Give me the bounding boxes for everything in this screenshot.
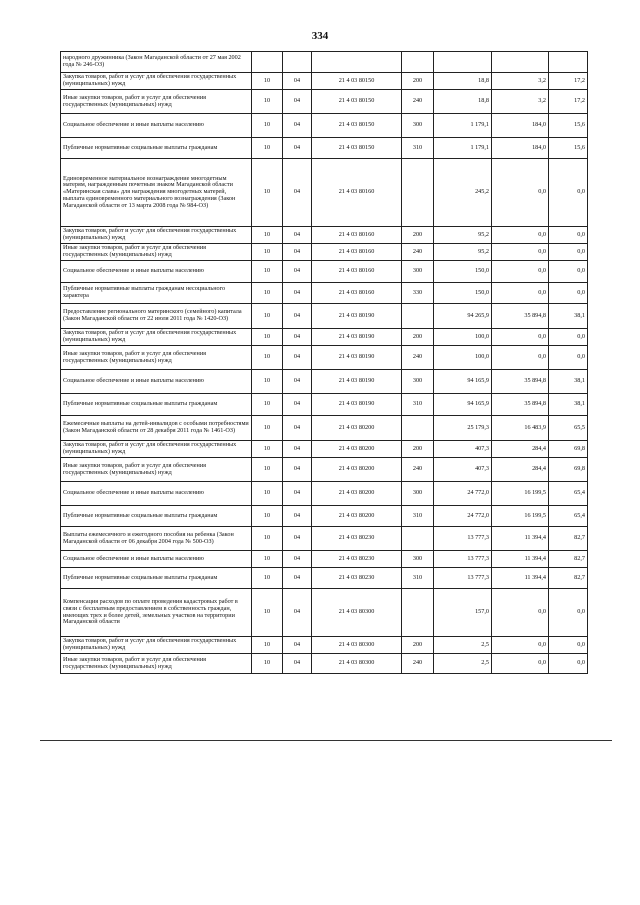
approved-amount: 94 265,9	[434, 304, 492, 329]
expense-type-code	[402, 304, 434, 329]
target-article-code: 21 4 03 80200	[312, 416, 402, 441]
executed-amount: 35 894,8	[492, 370, 549, 394]
subsection-code: 04	[283, 506, 312, 527]
subsection-code: 04	[283, 159, 312, 227]
execution-percent: 0,0	[549, 346, 588, 370]
executed-amount: 35 894,8	[492, 394, 549, 416]
budget-item-name: Закупка товаров, работ и услуг для обеспечения государственных (муниципальных) нужд	[61, 441, 252, 458]
executed-amount: 0,0	[492, 283, 549, 304]
approved-amount: 407,3	[434, 458, 492, 482]
expense-type-code: 300	[402, 370, 434, 394]
approved-amount: 95,2	[434, 244, 492, 261]
table-row	[61, 329, 588, 346]
expense-type-code: 240	[402, 244, 434, 261]
executed-amount: 11 394,4	[492, 527, 549, 551]
target-article-code: 21 4 03 80160	[312, 261, 402, 283]
expense-type-code: 310	[402, 138, 434, 159]
section-code: 10	[252, 394, 283, 416]
section-code: 10	[252, 114, 283, 138]
execution-percent: 0,0	[549, 159, 588, 227]
subsection-code: 04	[283, 329, 312, 346]
subsection-code: 04	[283, 589, 312, 637]
budget-item-name: Социальное обеспечение и иные выплаты населению	[61, 370, 252, 394]
table-row	[61, 589, 588, 637]
subsection-code: 04	[283, 458, 312, 482]
execution-percent: 15,6	[549, 114, 588, 138]
execution-percent: 0,0	[549, 283, 588, 304]
target-article-code: 21 4 03 80300	[312, 589, 402, 637]
table-row	[61, 458, 588, 482]
executed-amount: 0,0	[492, 227, 549, 244]
target-article-code: 21 4 03 80160	[312, 227, 402, 244]
expense-type-code	[402, 159, 434, 227]
executed-amount	[492, 52, 549, 73]
executed-amount: 16 199,5	[492, 506, 549, 527]
section-code: 10	[252, 370, 283, 394]
execution-percent: 17,2	[549, 73, 588, 90]
execution-percent: 0,0	[549, 227, 588, 244]
budget-table	[60, 51, 588, 674]
subsection-code: 04	[283, 244, 312, 261]
table-row	[61, 568, 588, 589]
expense-type-code: 200	[402, 441, 434, 458]
execution-percent: 0,0	[549, 244, 588, 261]
expense-type-code	[402, 589, 434, 637]
target-article-code: 21 4 03 80200	[312, 506, 402, 527]
execution-percent: 82,7	[549, 568, 588, 589]
section-code: 10	[252, 90, 283, 114]
execution-percent: 82,7	[549, 527, 588, 551]
expense-type-code: 200	[402, 637, 434, 654]
execution-percent: 65,4	[549, 482, 588, 506]
subsection-code: 04	[283, 551, 312, 568]
expense-type-code: 310	[402, 506, 434, 527]
budget-item-name: Иные закупки товаров, работ и услуг для обеспечения государственных (муниципальных) нужд	[61, 90, 252, 114]
target-article-code: 21 4 03 80230	[312, 568, 402, 589]
executed-amount: 284,4	[492, 441, 549, 458]
subsection-code: 04	[283, 394, 312, 416]
approved-amount: 24 772,0	[434, 506, 492, 527]
budget-item-name: Компенсация расходов по оплате проведения кадастровых работ в связи с бесплатным предоставлением в собственность граждан, имеющих трех и более детей, земельных участков на территории Магаданской области	[61, 589, 252, 637]
table-row	[61, 441, 588, 458]
executed-amount: 35 894,8	[492, 304, 549, 329]
expense-type-code: 310	[402, 568, 434, 589]
subsection-code	[283, 52, 312, 73]
execution-percent	[549, 52, 588, 73]
budget-item-name: Закупка товаров, работ и услуг для обеспечения государственных (муниципальных) нужд	[61, 227, 252, 244]
table-row	[61, 370, 588, 394]
section-code: 10	[252, 654, 283, 674]
budget-item-name: Ежемесячные выплаты на детей-инвалидов с особыми потребностями (Закон Магаданской области от 28 декабря 2011 года № 1461-ОЗ)	[61, 416, 252, 441]
approved-amount: 13 777,3	[434, 527, 492, 551]
section-code: 10	[252, 458, 283, 482]
approved-amount: 157,0	[434, 589, 492, 637]
target-article-code: 21 4 03 80300	[312, 654, 402, 674]
budget-item-name: Выплаты ежемесячного и ежегодного пособия на ребенка (Закон Магаданской области от 06 декабря 2004 года № 500-ОЗ)	[61, 527, 252, 551]
expense-type-code	[402, 527, 434, 551]
subsection-code: 04	[283, 568, 312, 589]
subsection-code: 04	[283, 90, 312, 114]
budget-item-name: Публичные нормативные социальные выплаты гражданам	[61, 138, 252, 159]
section-code: 10	[252, 482, 283, 506]
budget-item-name: Социальное обеспечение и иные выплаты населению	[61, 261, 252, 283]
table-row	[61, 637, 588, 654]
approved-amount: 2,5	[434, 637, 492, 654]
expense-type-code: 300	[402, 482, 434, 506]
section-code: 10	[252, 527, 283, 551]
approved-amount: 245,2	[434, 159, 492, 227]
table-row	[61, 138, 588, 159]
executed-amount: 0,0	[492, 261, 549, 283]
table-row	[61, 527, 588, 551]
executed-amount: 11 394,4	[492, 568, 549, 589]
budget-item-name: Иные закупки товаров, работ и услуг для обеспечения государственных (муниципальных) нужд	[61, 458, 252, 482]
section-code: 10	[252, 244, 283, 261]
budget-item-name: Социальное обеспечение и иные выплаты населению	[61, 114, 252, 138]
subsection-code: 04	[283, 261, 312, 283]
executed-amount: 3,2	[492, 73, 549, 90]
approved-amount: 100,0	[434, 346, 492, 370]
table-row	[61, 283, 588, 304]
budget-item-name: Публичные нормативные социальные выплаты гражданам	[61, 394, 252, 416]
table-row	[61, 261, 588, 283]
section-code: 10	[252, 329, 283, 346]
execution-percent: 65,4	[549, 506, 588, 527]
subsection-code: 04	[283, 637, 312, 654]
subsection-code: 04	[283, 346, 312, 370]
subsection-code: 04	[283, 283, 312, 304]
subsection-code: 04	[283, 138, 312, 159]
budget-item-name: Социальное обеспечение и иные выплаты населению	[61, 482, 252, 506]
budget-item-name: Публичные нормативные социальные выплаты гражданам	[61, 506, 252, 527]
target-article-code: 21 4 03 80200	[312, 458, 402, 482]
executed-amount: 0,0	[492, 329, 549, 346]
target-article-code: 21 4 03 80190	[312, 304, 402, 329]
budget-item-name: Предоставление регионального материнского (семейного) капитала (Закон Магаданской области от 22 июля 2011 года № 1420-ОЗ)	[61, 304, 252, 329]
approved-amount: 100,0	[434, 329, 492, 346]
expense-type-code: 240	[402, 90, 434, 114]
table-row	[61, 394, 588, 416]
table-row	[61, 227, 588, 244]
expense-type-code	[402, 52, 434, 73]
section-code: 10	[252, 346, 283, 370]
subsection-code: 04	[283, 114, 312, 138]
target-article-code: 21 4 03 80190	[312, 346, 402, 370]
approved-amount: 94 165,9	[434, 394, 492, 416]
expense-type-code: 310	[402, 394, 434, 416]
section-code: 10	[252, 261, 283, 283]
executed-amount: 184,0	[492, 114, 549, 138]
table-row	[61, 73, 588, 90]
table-row	[61, 304, 588, 329]
section-code: 10	[252, 568, 283, 589]
subsection-code: 04	[283, 370, 312, 394]
budget-item-name: народного дружинника (Закон Магаданской области от 27 мая 2002 года № 246-ОЗ)	[61, 52, 252, 73]
table-row	[61, 90, 588, 114]
budget-item-name: Иные закупки товаров, работ и услуг для обеспечения государственных (муниципальных) нужд	[61, 244, 252, 261]
bottom-divider	[40, 740, 612, 741]
execution-percent: 65,5	[549, 416, 588, 441]
table-row	[61, 114, 588, 138]
execution-percent: 0,0	[549, 261, 588, 283]
section-code: 10	[252, 304, 283, 329]
subsection-code: 04	[283, 416, 312, 441]
table-row	[61, 52, 588, 73]
expense-type-code: 300	[402, 261, 434, 283]
table-row	[61, 482, 588, 506]
approved-amount: 18,8	[434, 90, 492, 114]
execution-percent: 82,7	[549, 551, 588, 568]
execution-percent: 17,2	[549, 90, 588, 114]
executed-amount: 0,0	[492, 654, 549, 674]
table-row	[61, 346, 588, 370]
execution-percent: 38,1	[549, 304, 588, 329]
execution-percent: 69,8	[549, 458, 588, 482]
approved-amount: 1 179,1	[434, 138, 492, 159]
approved-amount: 150,0	[434, 261, 492, 283]
section-code: 10	[252, 138, 283, 159]
section-code: 10	[252, 637, 283, 654]
approved-amount: 94 165,9	[434, 370, 492, 394]
target-article-code: 21 4 03 80190	[312, 329, 402, 346]
approved-amount: 13 777,3	[434, 551, 492, 568]
approved-amount: 95,2	[434, 227, 492, 244]
executed-amount: 0,0	[492, 244, 549, 261]
approved-amount: 18,8	[434, 73, 492, 90]
subsection-code: 04	[283, 304, 312, 329]
execution-percent: 0,0	[549, 637, 588, 654]
execution-percent: 38,1	[549, 394, 588, 416]
approved-amount: 2,5	[434, 654, 492, 674]
expense-type-code: 240	[402, 654, 434, 674]
executed-amount: 0,0	[492, 159, 549, 227]
approved-amount: 25 179,3	[434, 416, 492, 441]
budget-item-name: Единовременное материальное вознаграждение многодетным матерям, награжденным почетным знаком Магаданской области «Материнская слава» для награждения многодетных матерей, выплата единовременного материального вознаграждения (Закон Магаданской области от 13 марта 2008 года № 984-ОЗ)	[61, 159, 252, 227]
target-article-code: 21 4 03 80200	[312, 441, 402, 458]
approved-amount: 13 777,3	[434, 568, 492, 589]
expense-type-code: 300	[402, 114, 434, 138]
approved-amount: 1 179,1	[434, 114, 492, 138]
section-code: 10	[252, 441, 283, 458]
executed-amount: 0,0	[492, 346, 549, 370]
subsection-code: 04	[283, 527, 312, 551]
table-row	[61, 654, 588, 674]
target-article-code: 21 4 03 80150	[312, 73, 402, 90]
section-code: 10	[252, 159, 283, 227]
section-code: 10	[252, 506, 283, 527]
table-row	[61, 159, 588, 227]
section-code: 10	[252, 416, 283, 441]
section-code: 10	[252, 227, 283, 244]
expense-type-code: 240	[402, 346, 434, 370]
approved-amount: 24 772,0	[434, 482, 492, 506]
page-number: 334	[311, 30, 329, 42]
expense-type-code: 330	[402, 283, 434, 304]
executed-amount: 16 483,9	[492, 416, 549, 441]
section-code: 10	[252, 283, 283, 304]
executed-amount: 16 199,5	[492, 482, 549, 506]
target-article-code: 21 4 03 80190	[312, 394, 402, 416]
section-code: 10	[252, 551, 283, 568]
table-row	[61, 416, 588, 441]
target-article-code: 21 4 03 80230	[312, 527, 402, 551]
subsection-code: 04	[283, 227, 312, 244]
budget-item-name: Публичные нормативные выплаты гражданам несоциального характера	[61, 283, 252, 304]
budget-item-name: Иные закупки товаров, работ и услуг для обеспечения государственных (муниципальных) нужд	[61, 654, 252, 674]
expense-type-code	[402, 416, 434, 441]
target-article-code: 21 4 03 80300	[312, 637, 402, 654]
expense-type-code: 300	[402, 551, 434, 568]
execution-percent: 38,1	[549, 370, 588, 394]
target-article-code: 21 4 03 80160	[312, 283, 402, 304]
execution-percent: 0,0	[549, 329, 588, 346]
budget-item-name: Закупка товаров, работ и услуг для обеспечения государственных (муниципальных) нужд	[61, 73, 252, 90]
target-article-code: 21 4 03 80150	[312, 114, 402, 138]
expense-type-code: 240	[402, 458, 434, 482]
table-body	[61, 52, 588, 674]
executed-amount: 0,0	[492, 589, 549, 637]
table-row	[61, 506, 588, 527]
expense-type-code: 200	[402, 227, 434, 244]
subsection-code: 04	[283, 73, 312, 90]
approved-amount: 407,3	[434, 441, 492, 458]
target-article-code: 21 4 03 80230	[312, 551, 402, 568]
section-code	[252, 52, 283, 73]
budget-item-name: Закупка товаров, работ и услуг для обеспечения государственных (муниципальных) нужд	[61, 637, 252, 654]
target-article-code	[312, 52, 402, 73]
budget-item-name: Социальное обеспечение и иные выплаты населению	[61, 551, 252, 568]
target-article-code: 21 4 03 80200	[312, 482, 402, 506]
section-code: 10	[252, 589, 283, 637]
expense-type-code: 200	[402, 73, 434, 90]
execution-percent: 0,0	[549, 589, 588, 637]
executed-amount: 0,0	[492, 637, 549, 654]
execution-percent: 69,8	[549, 441, 588, 458]
subsection-code: 04	[283, 482, 312, 506]
budget-item-name: Закупка товаров, работ и услуг для обеспечения государственных (муниципальных) нужд	[61, 329, 252, 346]
budget-item-name: Иные закупки товаров, работ и услуг для обеспечения государственных (муниципальных) нужд	[61, 346, 252, 370]
subsection-code: 04	[283, 654, 312, 674]
target-article-code: 21 4 03 80160	[312, 244, 402, 261]
table-row	[61, 551, 588, 568]
target-article-code: 21 4 03 80160	[312, 159, 402, 227]
executed-amount: 284,4	[492, 458, 549, 482]
executed-amount: 184,0	[492, 138, 549, 159]
section-code: 10	[252, 73, 283, 90]
executed-amount: 11 394,4	[492, 551, 549, 568]
expense-type-code: 200	[402, 329, 434, 346]
subsection-code: 04	[283, 441, 312, 458]
executed-amount: 3,2	[492, 90, 549, 114]
table-row	[61, 244, 588, 261]
approved-amount	[434, 52, 492, 73]
target-article-code: 21 4 03 80150	[312, 138, 402, 159]
target-article-code: 21 4 03 80190	[312, 370, 402, 394]
execution-percent: 15,6	[549, 138, 588, 159]
execution-percent: 0,0	[549, 654, 588, 674]
target-article-code: 21 4 03 80150	[312, 90, 402, 114]
budget-item-name: Публичные нормативные социальные выплаты гражданам	[61, 568, 252, 589]
approved-amount: 150,0	[434, 283, 492, 304]
